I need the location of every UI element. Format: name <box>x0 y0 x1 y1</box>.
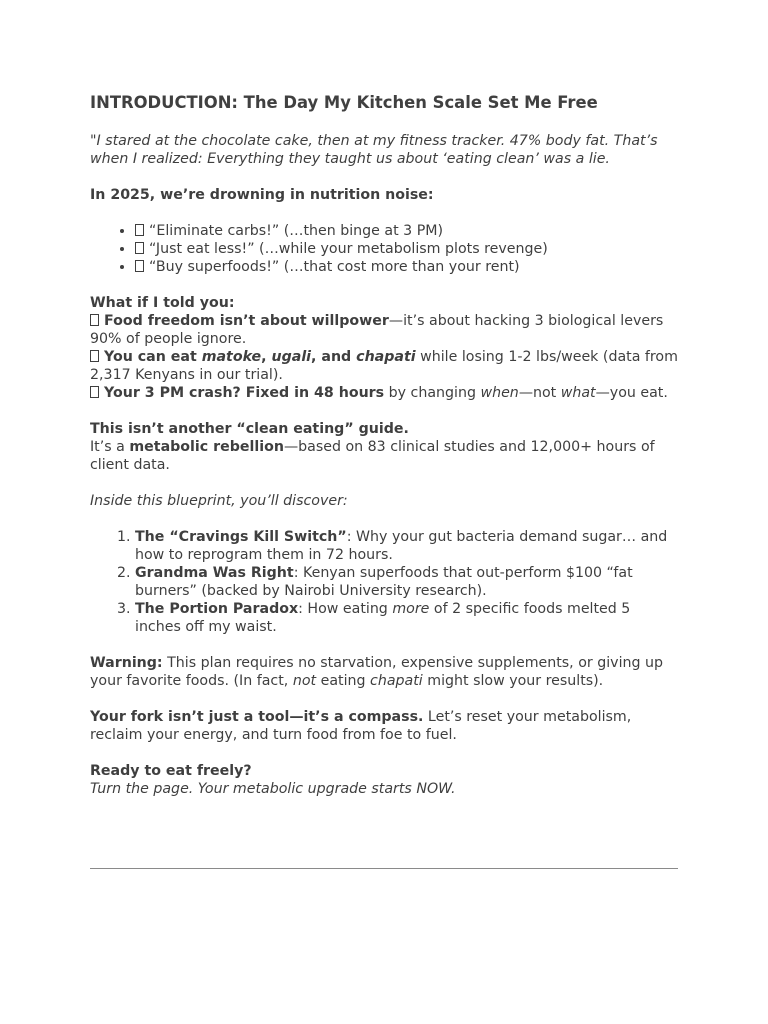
call-to-action: Turn the page. Your metabolic upgrade starts NOW. <box>90 781 456 797</box>
horizontal-divider <box>90 868 678 869</box>
list-item: • “Buy superfoods!” (…that cost more than your rent) <box>135 258 678 276</box>
missing-glyph-icon <box>90 314 99 326</box>
discoveries-list <box>90 528 678 636</box>
not-a-guide-block: This isn’t another “clean eating” guide. It’s a metabolic rebellion—based on 83 clinical studies and 12,000+ hours of client data. <box>90 421 655 473</box>
ready-block <box>90 762 678 798</box>
noise-list <box>90 222 678 276</box>
quote-open-mark: " <box>90 133 97 149</box>
quote-text: I stared at the chocolate cake, then at my fitness tracker. 47% body fat. That’s when I realized: Everything they taught us about ‘eating clean’ was a lie. <box>90 133 658 167</box>
list-item: 3. The Portion Paradox: How eating more of 2 specific foods melted 5 inches off my waist. <box>135 600 678 636</box>
warning-paragraph: Warning: This plan requires no starvation, expensive supplements, or giving up your favorite foods. (In fact, not eating chapati might slow your results). <box>90 655 664 689</box>
inside-blueprint: Inside this blueprint, you’ll discover: <box>90 493 348 509</box>
missing-glyph-icon <box>90 350 99 362</box>
opening-quote <box>90 132 678 168</box>
missing-glyph-icon <box>135 260 144 272</box>
missing-glyph-icon <box>135 224 144 236</box>
missing-glyph-icon <box>90 386 99 398</box>
list-item: 2. Grandma Was Right: Kenyan superfoods that out-perform $100 “fat burners” (backed by Nairobi University research). <box>135 564 678 600</box>
noise-heading: In 2025, we’re drowning in nutrition noise: <box>90 187 434 203</box>
list-item: • “Eliminate carbs!” (…then binge at 3 PM) <box>135 222 678 240</box>
list-item: • “Just eat less!” (…while your metabolism plots revenge) <box>135 240 678 258</box>
what-if-heading: What if I told you: <box>90 295 235 311</box>
page-title: INTRODUCTION: The Day My Kitchen Scale Set Me Free <box>90 93 598 112</box>
ready-heading: Ready to eat freely? <box>90 763 252 779</box>
fork-paragraph: Your fork isn’t just a tool—it’s a compass. Let’s reset your metabolism, reclaim your energy, and turn food from foe to fuel. <box>90 709 632 743</box>
missing-glyph-icon <box>135 242 144 254</box>
what-if-block: What if I told you: Food freedom isn’t about willpower—it’s about hacking 3 biological levers 90% of people ignore. You can eat matoke, ugali, and chapati while losing 1-2 lbs/week (data from 2,317 Kenyans in our trial). Your 3 PM crash? Fixed in 48 hours by changing when—not what—you eat. <box>90 295 678 401</box>
list-item: 1. The “Cravings Kill Switch”: Why your gut bacteria demand sugar… and how to reprogram them in 72 hours. <box>135 528 678 564</box>
